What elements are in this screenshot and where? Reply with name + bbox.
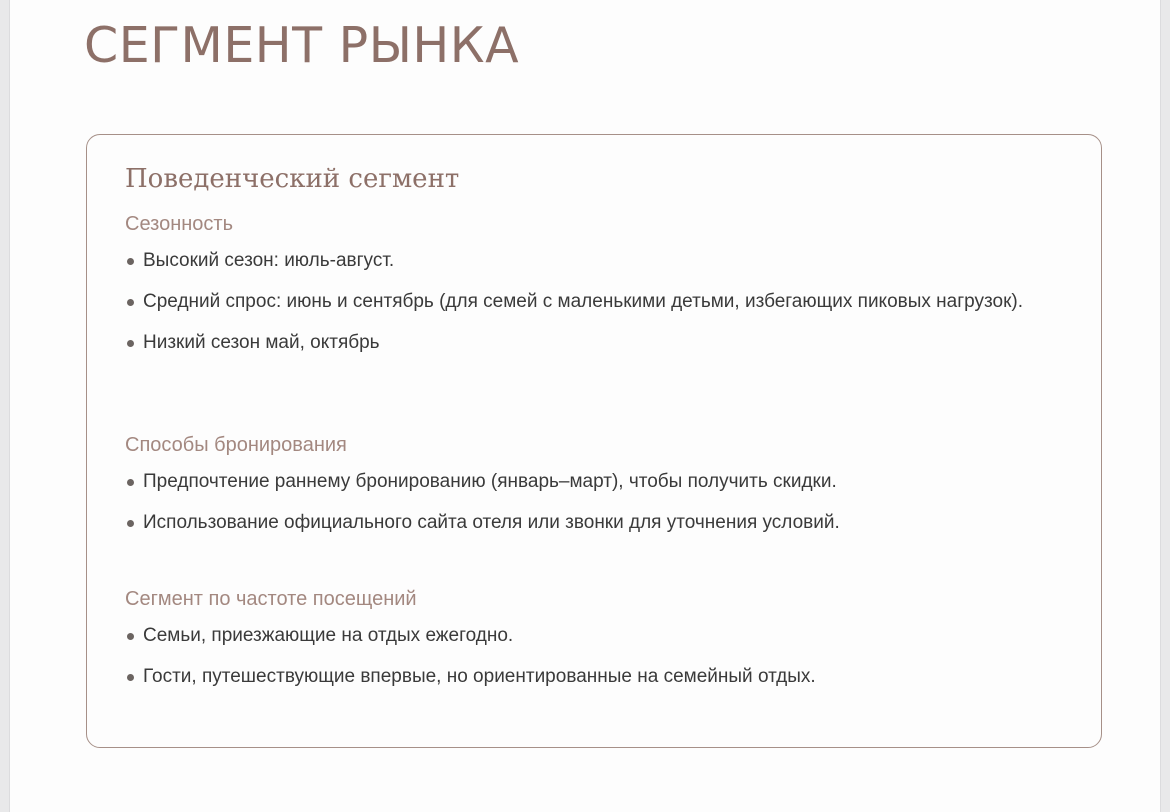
list-item-text: Средний спрос: июнь и сентябрь (для семей с маленькими детьми, избегающих пиковых нагрузок). [143, 291, 1024, 312]
bullet-dot-icon [127, 633, 134, 640]
list-item-text: Использование официального сайта отеля или звонки для уточнения условий. [143, 512, 840, 533]
bullet-dot-icon [127, 674, 134, 681]
list-item-text: Семьи, приезжающие на отдых ежегодно. [143, 625, 514, 646]
section-seasonality [125, 211, 1065, 357]
bullet-dot-icon [127, 299, 134, 306]
section-heading: Способы бронирования [125, 434, 347, 456]
list-item [125, 329, 1065, 357]
list-item [125, 509, 1065, 537]
list-item-text: Гости, путешествующие впервые, но ориентированные на семейный отдых. [143, 666, 816, 687]
card-title: Поведенческий сегмент [125, 164, 460, 194]
bullet-dot-icon [127, 520, 134, 527]
list-item [125, 468, 1065, 496]
section-heading: Сегмент по частоте посещений [125, 588, 417, 610]
section-booking-methods [125, 432, 1065, 537]
bullet-dot-icon [127, 340, 134, 347]
section-visit-frequency [125, 586, 1065, 691]
bullet-dot-icon [127, 258, 134, 265]
bullet-list [125, 247, 1065, 357]
bullet-dot-icon [127, 479, 134, 486]
section-heading: Сезонность [125, 213, 233, 235]
list-item [125, 663, 1065, 691]
list-item-text: Низкий сезон май, октябрь [143, 332, 380, 353]
segment-card [86, 134, 1102, 748]
slide-page [9, 0, 1161, 812]
bullet-list [125, 622, 1065, 691]
list-item [125, 247, 1065, 275]
page-title: СЕГМЕНТ РЫНКА [84, 17, 520, 74]
list-item [125, 622, 1065, 650]
list-item-text: Предпочтение раннему бронированию (январь–март), чтобы получить скидки. [143, 471, 837, 492]
list-item [125, 288, 1065, 316]
bullet-list [125, 468, 1065, 537]
list-item-text: Высокий сезон: июль-август. [143, 250, 395, 271]
